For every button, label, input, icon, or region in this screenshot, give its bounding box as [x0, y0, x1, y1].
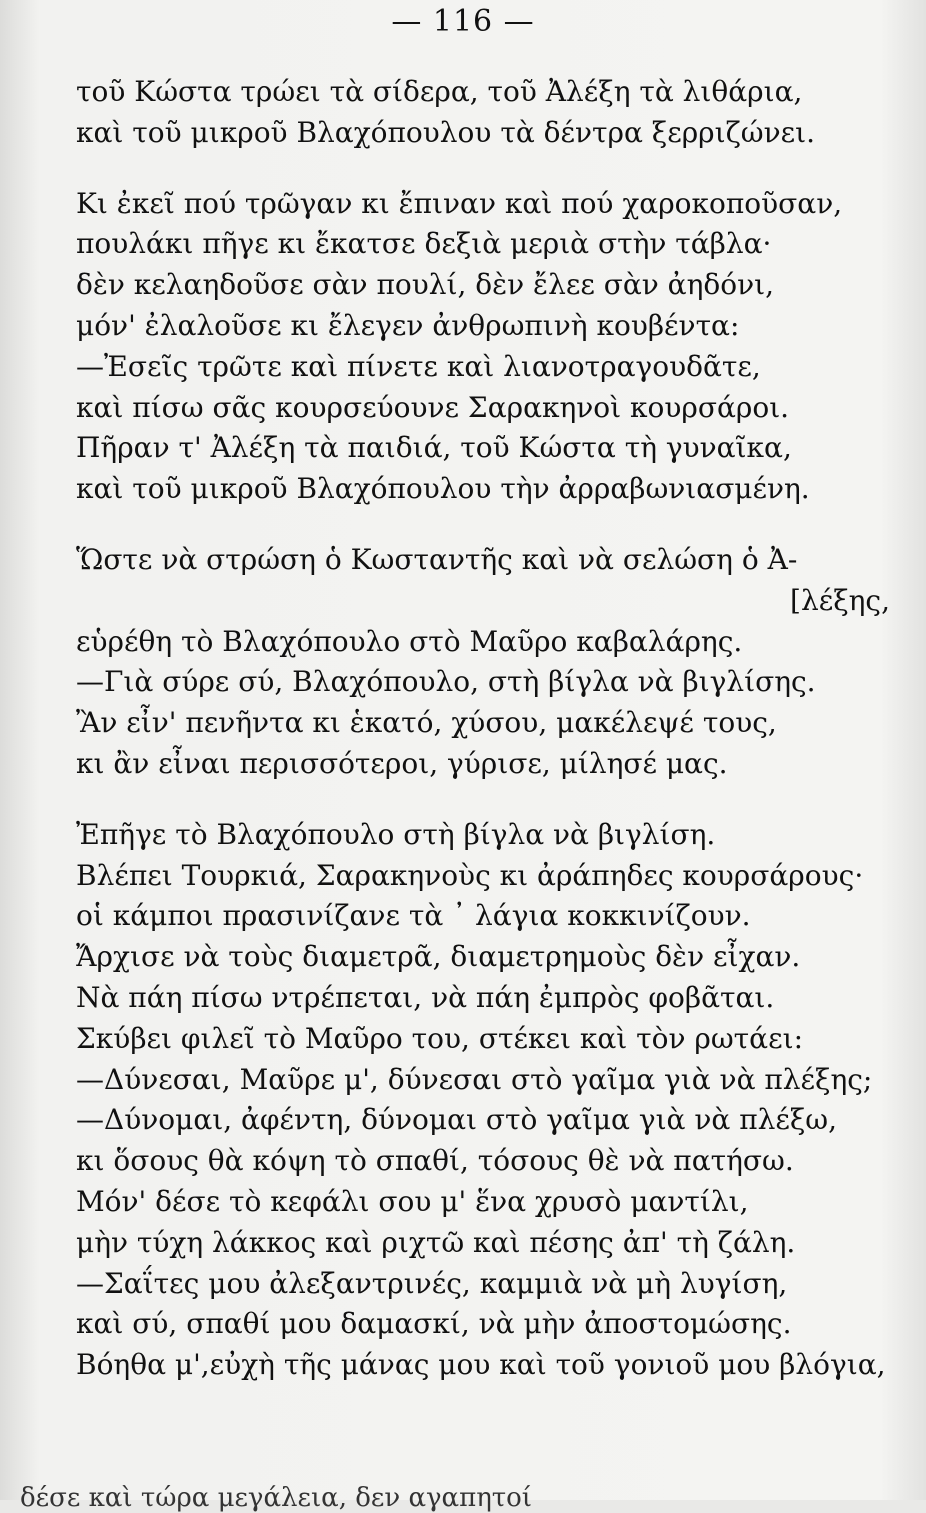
- verse-line: —Ἐσεῖς τρῶτε καὶ πίνετε καὶ λιανοτραγουδᾶτε,: [76, 349, 761, 383]
- verse-line: καὶ σύ, σπαθί μου δαμασκί, νὰ μὴν ἀποστομώσης.: [76, 1307, 792, 1341]
- verse-line: —Δύνεσαι, Μαῦρε μ', δύνεσαι στὸ γαῖμα γιὰ νὰ πλέξης;: [76, 1062, 873, 1096]
- verse-line: —Γιὰ σύρε σύ, Βλαχόπουλο, στὴ βίγλα νὰ βιγλίσης.: [76, 665, 816, 699]
- verse-line-continuation: [λέξης,: [790, 583, 890, 617]
- verse-line: πουλάκι πῆγε κι ἔκατσε δεξιὰ μεριὰ στὴν τάβλα·: [76, 227, 772, 261]
- verse-line: τοῦ Κώστα τρώει τὰ σίδερα, τοῦ Ἀλέξη τὰ λιθάρια,: [76, 75, 803, 108]
- verse-line: Μόν' δέσε τὸ κεφάλι σου μ' ἕνα χρυσὸ μαντίλι,: [76, 1184, 749, 1218]
- verse-line: δὲν κελαηδοῦσε σὰν πουλί, δὲν ἔλεε σὰν ἀηδόνι,: [76, 268, 774, 302]
- verse-line: καὶ τοῦ μικροῦ Βλαχόπουλου τὰ δέντρα ξερριζώνει.: [76, 115, 816, 149]
- verse-line: εὑρέθη τὸ Βλαχόπουλο στὸ Μαῦρο καβαλάρης.: [76, 624, 743, 658]
- verse-line: Βλέπει Τουρκιά, Σαρακηνοὺς κι ἀράπηδες κουρσάρους·: [76, 858, 864, 892]
- verse-line: καὶ πίσω σᾶς κουρσεύουνε Σαρακηνοὶ κουρσάροι.: [76, 390, 790, 424]
- verse-line: Ἐπῆγε τὸ Βλαχόπουλο στὴ βίγλα νὰ βιγλίση.: [76, 817, 716, 851]
- verse-line: —Σαΐτες μου ἀλεξαντρινές, καμμιὰ νὰ μὴ λυγίση,: [76, 1266, 788, 1300]
- verse-line: Κι ἐκεῖ πού τρῶγαν κι ἔπιναν καὶ πού χαροκοποῦσαν,: [76, 186, 843, 220]
- page-number: — 116 —: [391, 4, 535, 39]
- verse-line: —Δύνομαι, ἀφέντη, δύνομαι στὸ γαῖμα γιὰ νὰ πλέξω,: [76, 1103, 838, 1137]
- verse-line: μόν' ἐλαλοῦσε κι ἔλεγεν ἀνθρωπινὴ κουβέντα:: [76, 308, 740, 342]
- cut-off-footer-line: δέσε καὶ τώρα μεγάλεια, δεν αγαπητοί: [20, 1483, 533, 1513]
- verse-line: καὶ τοῦ μικροῦ Βλαχόπουλου τὴν ἀρραβωνιασμένη.: [76, 472, 810, 506]
- verse-line: Νὰ πάη πίσω ντρέπεται, νὰ πάη ἐμπρὸς φοβᾶται.: [76, 980, 775, 1014]
- verse-line: κι ἂν εἶναι περισσότεροι, γύρισε, μίλησέ μας.: [76, 746, 728, 780]
- verse-line: οἱ κάμποι πρασινίζανε τὰ ᾿ λάγια κοκκινίζουν.: [76, 899, 751, 933]
- verse-line: κι ὅσους θὰ κόψη τὸ σπαθί, τόσους θὲ νὰ πατήσω.: [76, 1144, 794, 1178]
- verse-line: μὴν τύχη λάκκος καὶ ριχτῶ καὶ πέσης ἀπ' τὴ ζάλη.: [76, 1225, 796, 1259]
- verse-line: Ἄρχισε νὰ τοὺς διαμετρᾶ, διαμετρημοὺς δὲν εἶχαν.: [76, 940, 801, 974]
- verse-line: Βόηθα μ',εὐχὴ τῆς μάνας μου καὶ τοῦ γονιοῦ μου βλόγια,: [76, 1348, 886, 1382]
- verse-line: Σκύβει φιλεῖ τὸ Μαῦρο του, στέκει καὶ τὸν ρωτάει:: [76, 1021, 804, 1055]
- verse-line: Πῆραν τ' Ἀλέξη τὰ παιδιά, τοῦ Κώστα τὴ γυναῖκα,: [76, 431, 792, 465]
- verse-line: Ἂν εἶν' πενῆντα κι ἑκατό, χύσου, μακέλεψέ τους,: [76, 706, 777, 740]
- verse-line: Ὥστε νὰ στρώση ὁ Κωσταντῆς καὶ νὰ σελώση ὁ Ἀ-: [76, 542, 798, 576]
- poem-body: [76, 72, 896, 1386]
